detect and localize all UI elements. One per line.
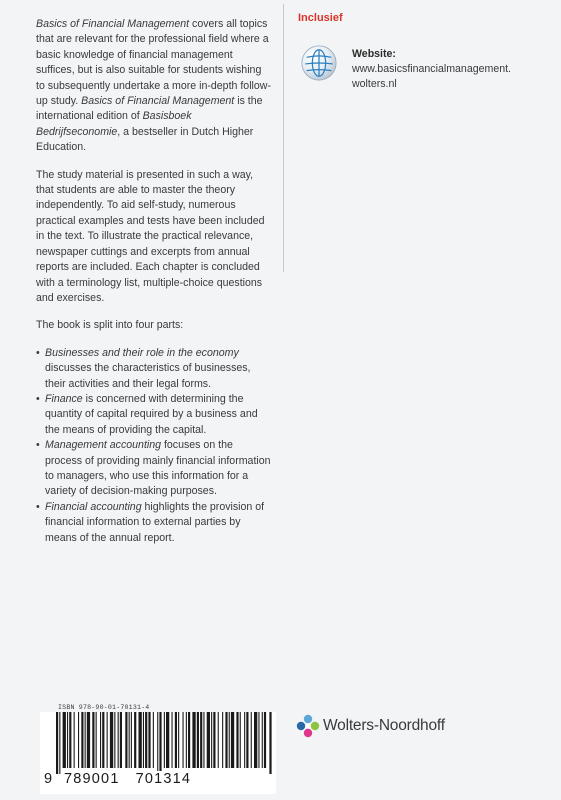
barcode-bar <box>125 712 127 768</box>
isbn-label: ISBN 978-90-01-70131-4 <box>58 704 150 711</box>
barcode-digits-right: 701314 <box>135 771 192 787</box>
barcode-bar <box>231 712 234 768</box>
barcode-bar <box>183 712 184 768</box>
barcode-bar <box>207 712 210 768</box>
barcode-bar <box>222 712 223 768</box>
list-item: • Financial accounting highlights the provision of financial information to external parties by means of the annual report. <box>36 500 265 544</box>
barcode-bar <box>225 712 227 768</box>
bullet: • <box>36 439 40 452</box>
barcode-bar <box>203 712 204 768</box>
website-url-line1[interactable]: www.basicsfinancialmanagement. <box>352 63 511 75</box>
barcode-bar <box>159 712 161 774</box>
back-cover-text <box>36 17 272 546</box>
list-item: • Businesses and their role in the economy discusses the characteristics of businesses, their activities and their legal forms. <box>36 346 251 390</box>
barcode-bar <box>114 712 115 768</box>
barcode-lead-digit: 9 <box>43 771 53 787</box>
barcode-bar <box>100 712 101 768</box>
barcode-bar <box>134 712 136 768</box>
bullet: • <box>36 500 40 513</box>
barcode-bar <box>192 712 195 768</box>
barcode-bar <box>269 712 271 774</box>
barcode-bar <box>236 712 238 768</box>
list-item: • Management accounting focuses on the process of providing mainly financial information to managers, who use this information for a variety of decision-making purposes. <box>36 439 271 498</box>
barcode-bar <box>74 712 75 768</box>
bullet: • <box>36 346 40 359</box>
website-info <box>352 47 511 92</box>
intro-paragraph: Basics of Financial Management covers all topics that are relevant for the professional field where a basic knowledge of financial management suffices, but is also suitable for students wishing to subsequently undertake a more in-depth follow-up study. Basics of Financial Management is the international edition of Basisboek Bedrijfseconomie, a bestseller in Dutch Higher Education. <box>36 18 271 154</box>
barcode-bar <box>251 712 252 768</box>
barcode-bar <box>69 712 71 768</box>
barcode-bar <box>175 712 177 768</box>
barcode-bar <box>172 712 173 768</box>
barcode-bar <box>240 712 241 768</box>
parts-intro: The book is split into four parts: <box>36 319 184 332</box>
barcode-bar <box>81 712 83 768</box>
study-material-paragraph: The study material is presented in such a way, that students are able to master the theory independently. To aid self-study, numerous practical examples and tests have been included in the text. To illustrate the practical relevance, newspaper cuttings and excerpts from annual reports are included. Each chapter is concluded with a terminology list, multiple-choice questions and exercises. <box>36 168 265 304</box>
barcode-bar <box>213 712 215 768</box>
barcode-bar <box>118 712 119 768</box>
barcode-bar <box>166 712 169 768</box>
publisher-brand <box>296 713 445 739</box>
barcode-bar <box>197 712 199 768</box>
barcode-bar <box>178 712 179 768</box>
barcode-bar <box>211 712 212 768</box>
barcode-bar <box>153 712 154 768</box>
barcode-bar <box>102 712 104 768</box>
barcode-bar <box>254 712 257 768</box>
barcode-bar <box>120 712 122 768</box>
barcode-bar <box>59 712 60 774</box>
barcode-bar <box>56 712 58 774</box>
barcode-bar <box>143 712 144 768</box>
barcode-bar <box>67 712 68 768</box>
barcode-bar <box>131 712 132 768</box>
barcode-bar <box>244 712 245 768</box>
barcode-bar <box>78 712 79 768</box>
barcode-bar <box>87 712 90 768</box>
barcode-bar <box>92 712 94 768</box>
list-item: • Finance is concerned with determining the quantity of capital required by a business and the means of providing the capital. <box>36 392 258 436</box>
barcode-bar <box>229 712 230 768</box>
barcode-bar <box>110 712 113 768</box>
barcode-bar <box>85 712 86 768</box>
bullet: • <box>36 392 40 405</box>
publisher-name: Wolters-Noordhoff <box>323 717 445 734</box>
barcode-bar <box>262 712 263 768</box>
barcode-bar <box>139 712 142 768</box>
barcode-bar <box>188 712 190 768</box>
barcode-bar <box>200 712 202 768</box>
website-url-line2[interactable]: wolters.nl <box>352 78 397 90</box>
barcode-bar <box>157 712 158 774</box>
barcode-digits <box>40 768 276 790</box>
barcode-digits-left: 789001 <box>64 771 120 787</box>
barcode-bar <box>148 712 150 768</box>
column-divider <box>283 4 284 272</box>
barcode-bar <box>246 712 248 768</box>
barcode-bar <box>186 712 187 768</box>
barcode-bar <box>96 712 97 768</box>
barcode-bar <box>107 712 108 768</box>
barcode-bar <box>145 712 147 768</box>
barcode-bar <box>218 712 219 768</box>
parts-list <box>36 346 272 546</box>
inclusief-heading: Inclusief <box>298 12 343 24</box>
barcode-bar <box>164 712 165 768</box>
barcode-bar <box>258 712 259 768</box>
wolters-noordhoff-logo <box>296 714 320 738</box>
globe-icon <box>300 44 338 82</box>
barcode-bar <box>264 712 266 768</box>
website-label: Website: <box>352 48 396 60</box>
barcode-bar <box>129 712 130 768</box>
barcode-bar <box>63 712 66 768</box>
